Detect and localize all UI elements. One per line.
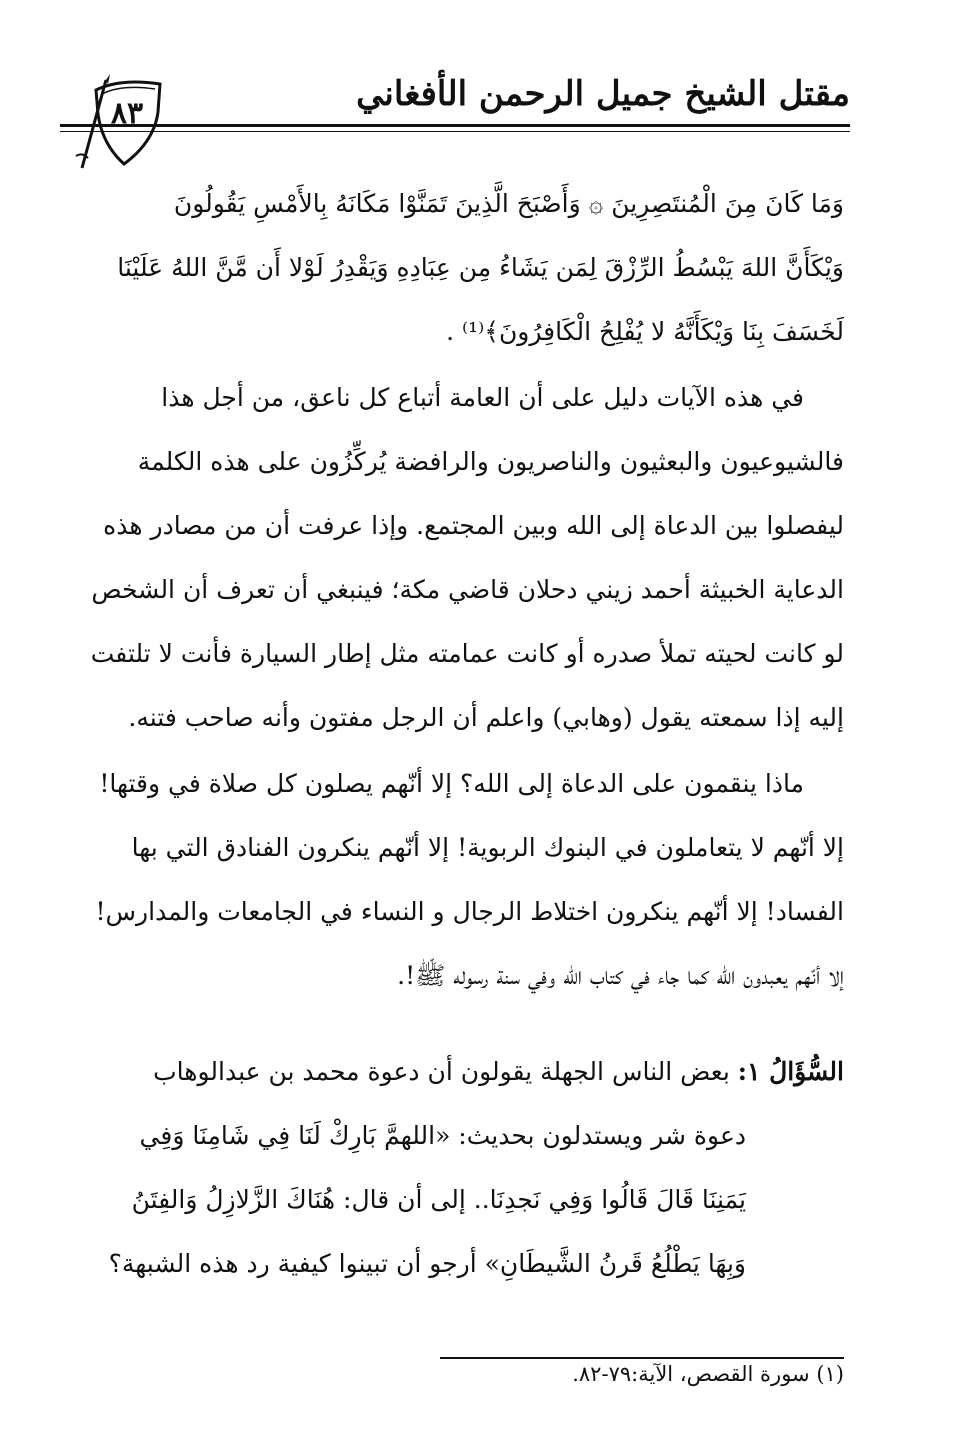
question-line: بعض الناس الجهلة يقولون أن دعوة محمد بن عبدالوهاب — [153, 1057, 730, 1086]
paragraph-line: ماذا ينقمون على الدعاة إلى الله؟ إلا أنّهم يصلون كل صلاة في وقتها! — [99, 769, 804, 798]
verse-line: وَمَا كَانَ مِنَ الْمُنتَصِرِينَ ۞ وَأَصْبَحَ الَّذِينَ تَمَنَّوْا مَكَانَهُ بِالأَمْسِ يَقُولُونَ — [173, 189, 844, 218]
question-label: السُّؤَالُ ١: — [737, 1057, 844, 1086]
paragraph-line: إلا أنّهم لا يتعاملون في البنوك الربوية! إلا أنّهم ينكرون الفنادق التي بها — [131, 833, 844, 862]
question-first-line — [60, 1040, 844, 1104]
question-line: وَبِهَا يَطْلُعُ قَرنُ الشَّيطَانِ» أرجو أن تبينوا كيفية رد هذه الشبهة؟ — [108, 1249, 746, 1278]
question-line: دعوة شر ويستدلون بحديث: «اللهمَّ بَارِكْ لَنَا فِي شَامِنَا وَفِي — [139, 1121, 746, 1150]
paragraph-line: الدعاية الخبيثة أحمد زيني دحلان قاضي مكة؛ فينبغي أن تعرف أن الشخص — [91, 575, 844, 604]
question-line: يَمَنِنَا قَالَ قَالُوا وَفِي نَجدِنَا.. إلى أن قال: هُنَاكَ الزَّلازِلُ وَالفِتَنُ — [131, 1185, 746, 1214]
paragraph-line: إليه إذا سمعته يقول (وهابي) واعلم أن الرجل مفتون وأنه صاحب فتنه. — [128, 703, 844, 732]
verse-block — [60, 172, 844, 364]
paragraph-line: إلا أنّهم يعبدون الله كما جاء في كتاب الله وفي سنة رسوله ﷺ!. — [397, 961, 844, 990]
page-number: ٨٣ — [110, 96, 144, 131]
paragraph-1 — [60, 366, 844, 750]
paragraph-line: فالشيوعيون والبعثيون والناصريون والرافضة يُركِّزُون على هذه الكلمة — [137, 447, 844, 476]
page-header-title: مقتل الشيخ جميل الرحمن الأفغاني — [356, 74, 850, 114]
header-rule-thin — [60, 131, 850, 132]
footnote: (١) سورة القصص، الآية:٧٩-٨٢. — [572, 1362, 844, 1386]
verse-line: لَخَسَفَ بِنَا وَيْكَأَنَّهُ لا يُفْلِحُ الْكَافِرُونَ﴾⁽¹⁾ . — [446, 317, 844, 346]
paragraph-line: لو كانت لحيته تملأ صدره أو كانت عمامته مثل إطار السيارة فأنت لا تلتفت — [90, 639, 844, 668]
question-block — [60, 1040, 844, 1296]
header-rule — [60, 124, 850, 127]
footnote-rule — [440, 1357, 844, 1359]
paragraph-2 — [60, 752, 844, 1008]
paragraph-line: في هذه الآيات دليل على أن العامة أتباع كل ناعق، من أجل هذا — [161, 383, 804, 412]
paragraph-line: الفساد! إلا أنّهم ينكرون اختلاط الرجال و النساء في الجامعات والمدارس! — [95, 897, 844, 926]
paragraph-line: ليفصلوا بين الدعاة إلى الله وبين المجتمع. وإذا عرفت أن من مصادر هذه — [103, 511, 844, 540]
verse-line: وَيْكَأَنَّ اللهَ يَبْسُطُ الرِّزْقَ لِمَن يَشَاءُ مِن عِبَادِهِ وَيَقْدِرُ لَوْلا أَن مَّنَّ اللهُ عَلَيْنَا — [117, 253, 844, 282]
